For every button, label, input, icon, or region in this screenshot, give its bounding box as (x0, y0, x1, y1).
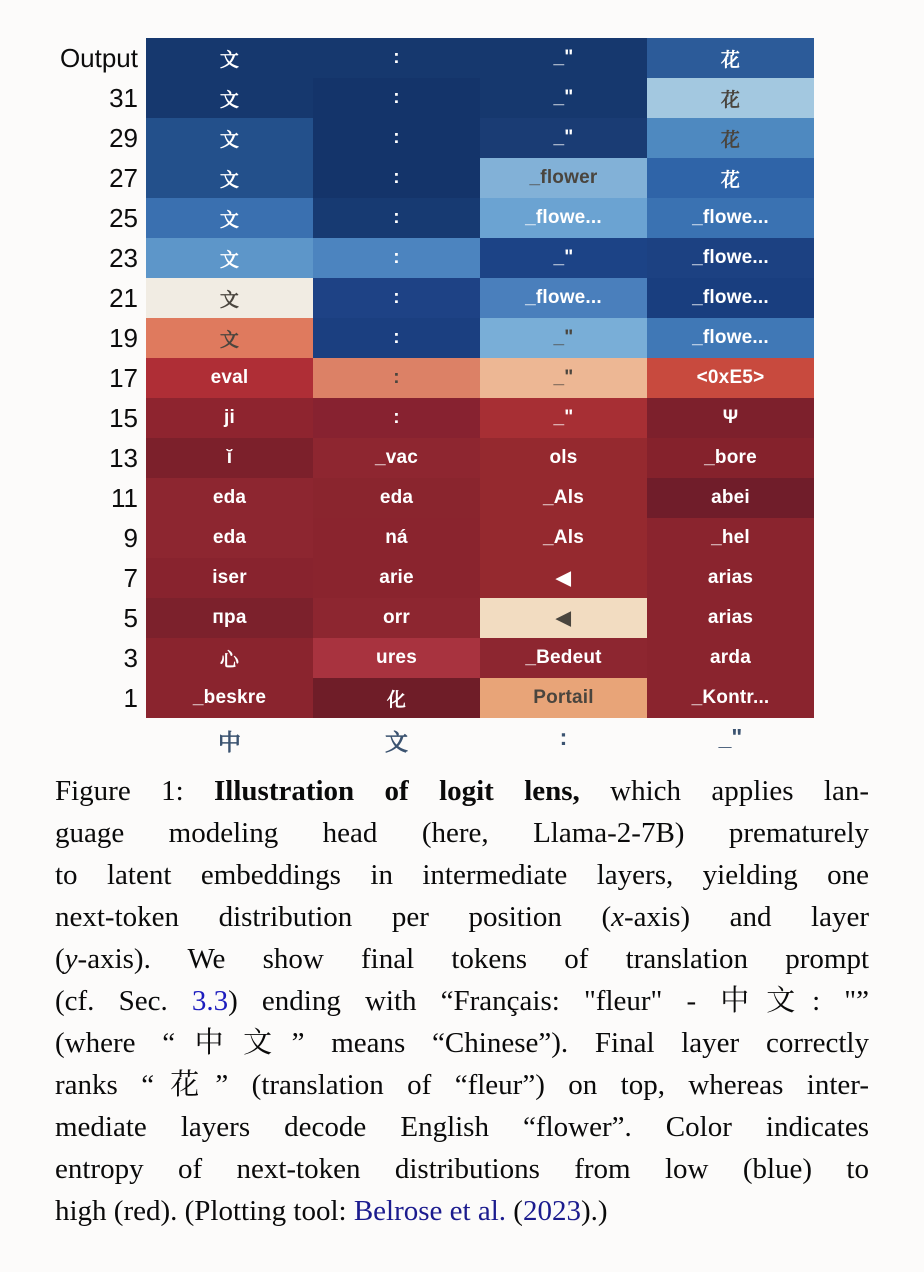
heatmap-cell: _Als (480, 518, 647, 558)
heatmap-row (0, 598, 814, 638)
heatmap-cell: пра (146, 598, 313, 638)
heatmap-cell: 花 (647, 38, 814, 78)
x-axis-label: _" (718, 724, 743, 750)
heatmap-cell: ols (480, 438, 647, 478)
heatmap-cell: 文 (146, 238, 313, 278)
heatmap-cell: 文 (146, 198, 313, 238)
y-axis-label: 31 (109, 82, 138, 113)
y-axis-label: 13 (109, 442, 138, 473)
caption-line (55, 980, 869, 1022)
heatmap-row (0, 518, 814, 558)
citation-link[interactable]: Belrose et al. (353, 1195, 507, 1227)
heatmap-cell: ◀ (480, 598, 647, 638)
heatmap-row (0, 478, 814, 518)
caption-line (55, 1106, 869, 1148)
heatmap-cell: _flower (480, 158, 647, 198)
caption-text: entropy of next-token distributions from low (blue) to (55, 1153, 869, 1185)
heatmap-cell: 文 (146, 78, 313, 118)
heatmap-cell: _flowe... (647, 278, 814, 318)
x-axis-labels (146, 719, 814, 757)
y-axis-label: 17 (109, 362, 138, 393)
y-axis-label: 19 (109, 322, 138, 353)
y-axis-label: 15 (109, 402, 138, 433)
heatmap-row (0, 38, 814, 78)
heatmap-cell: _flowe... (480, 198, 647, 238)
caption-text: y (64, 943, 78, 975)
heatmap-cell: : (313, 118, 480, 158)
heatmap-cell: _Bedeut (480, 638, 647, 678)
heatmap-cell: _" (480, 238, 647, 278)
caption-text: (where “中文” means “Chinese”). Final layer correctly (55, 1027, 869, 1059)
heatmap-cell: _flowe... (647, 238, 814, 278)
heatmap-cell: _Kontr... (647, 678, 814, 718)
heatmap-cell: 文 (146, 158, 313, 198)
caption-text: next-token distribution per position ( (55, 901, 612, 933)
figure-caption (55, 770, 869, 1232)
y-axis-label: 25 (109, 202, 138, 233)
logit-lens-heatmap (0, 38, 814, 718)
heatmap-cell: _flowe... (647, 318, 814, 358)
heatmap-cell: _flowe... (480, 278, 647, 318)
heatmap-cell: : (313, 358, 480, 398)
caption-line (55, 1190, 869, 1232)
heatmap-cell: : (313, 318, 480, 358)
heatmap-cell: <0xE5> (647, 358, 814, 398)
y-axis-label: Output (59, 42, 138, 73)
heatmap-cell: 花 (647, 118, 814, 158)
caption-text: to latent embeddings in intermediate layers, yielding one (55, 859, 869, 891)
caption-text: ).) (580, 1195, 608, 1227)
caption-line (55, 1148, 869, 1190)
caption-line (55, 770, 869, 812)
y-axis-label: 23 (109, 242, 138, 273)
heatmap-row (0, 678, 814, 718)
heatmap-row (0, 558, 814, 598)
heatmap-cell: 文 (146, 38, 313, 78)
caption-text: high (red). (Plotting tool: (55, 1195, 354, 1227)
caption-text: Illustration of logit lens, (214, 775, 580, 807)
heatmap-cell: arda (647, 638, 814, 678)
heatmap-cell: arias (647, 558, 814, 598)
heatmap-cell: : (313, 38, 480, 78)
heatmap-row (0, 238, 814, 278)
heatmap-cell: _hel (647, 518, 814, 558)
caption-text: (cf. Sec. (55, 985, 192, 1017)
caption-text: -axis) and layer (624, 901, 869, 933)
y-axis-label: 29 (109, 122, 138, 153)
caption-text: ( (55, 943, 65, 975)
heatmap-cell: 化 (313, 678, 480, 718)
heatmap-row (0, 358, 814, 398)
heatmap-cell: arie (313, 558, 480, 598)
heatmap-cell: eda (313, 478, 480, 518)
y-axis-label: 21 (109, 282, 138, 313)
heatmap-row (0, 158, 814, 198)
heatmap-cell: orr (313, 598, 480, 638)
y-axis-label: 9 (123, 522, 138, 553)
heatmap-cell: 文 (146, 318, 313, 358)
y-axis-label: 7 (123, 562, 138, 593)
caption-text: ranks “花” (translation of “fleur”) on top, whereas inter- (55, 1069, 869, 1101)
caption-text: ) ending with “Français: "fleur" - 中文: "” (228, 985, 869, 1017)
citation-link[interactable]: 2023 (522, 1195, 581, 1227)
caption-line (55, 896, 869, 938)
caption-text: mediate layers decode English “flower”. Color indicates (55, 1111, 869, 1143)
heatmap-cell: abei (647, 478, 814, 518)
heatmap-row (0, 638, 814, 678)
heatmap-cell: 心 (146, 638, 313, 678)
heatmap-cell: : (313, 238, 480, 278)
x-axis-label: 中 (218, 729, 241, 755)
caption-text: which applies lan- (579, 775, 869, 807)
y-axis-label: 11 (111, 482, 138, 513)
heatmap-row (0, 78, 814, 118)
heatmap-cell: _" (480, 398, 647, 438)
y-axis-label: 27 (109, 162, 138, 193)
heatmap-cell: ĭ (146, 438, 313, 478)
heatmap-cell: 文 (146, 278, 313, 318)
heatmap-cell: _" (480, 118, 647, 158)
heatmap-cell: : (313, 158, 480, 198)
heatmap-row (0, 118, 814, 158)
heatmap-cell: _" (480, 38, 647, 78)
heatmap-cell: _" (480, 358, 647, 398)
heatmap-cell: 花 (647, 78, 814, 118)
heatmap-cell: _vac (313, 438, 480, 478)
caption-text: ( (506, 1195, 523, 1227)
heatmap-cell: : (313, 398, 480, 438)
heatmap-cell: Ψ (647, 398, 814, 438)
heatmap-cell: _" (480, 78, 647, 118)
x-axis-label: : (559, 724, 568, 750)
heatmap-cell: _beskre (146, 678, 313, 718)
heatmap-row (0, 198, 814, 238)
heatmap-cell: : (313, 198, 480, 238)
heatmap-cell: ures (313, 638, 480, 678)
heatmap-cell: _" (480, 318, 647, 358)
caption-text: guage modeling head (here, Llama-2-7B) prematurely (55, 817, 869, 849)
heatmap-cell: 文 (146, 118, 313, 158)
heatmap-cell: ji (146, 398, 313, 438)
heatmap-cell: iser (146, 558, 313, 598)
y-axis-label: 3 (123, 642, 138, 673)
heatmap-cell: _bore (647, 438, 814, 478)
caption-text: Figure 1: (55, 775, 214, 807)
caption-line (55, 812, 869, 854)
heatmap-cell: ◀ (480, 558, 647, 598)
heatmap-cell: : (313, 78, 480, 118)
caption-text: -axis). We show final tokens of translation prompt (77, 943, 869, 975)
caption-line (55, 1022, 869, 1064)
x-axis-label: 文 (385, 729, 408, 755)
heatmap-row (0, 398, 814, 438)
heatmap-cell: arias (647, 598, 814, 638)
y-axis-label: 5 (123, 602, 138, 633)
caption-line (55, 1064, 869, 1106)
heatmap-cell: eda (146, 478, 313, 518)
heatmap-cell: Portail (480, 678, 647, 718)
heatmap-row (0, 278, 814, 318)
heatmap-cell: eval (146, 358, 313, 398)
heatmap-row (0, 318, 814, 358)
heatmap-row (0, 438, 814, 478)
section-link[interactable]: 3.3 (191, 985, 229, 1017)
caption-line (55, 938, 869, 980)
heatmap-cell: eda (146, 518, 313, 558)
caption-line (55, 854, 869, 896)
heatmap-cell: 花 (647, 158, 814, 198)
heatmap-cell: _flowe... (647, 198, 814, 238)
heatmap-cell: : (313, 278, 480, 318)
caption-text: x (611, 901, 625, 933)
y-axis-label: 1 (123, 682, 138, 713)
heatmap-cell: ná (313, 518, 480, 558)
heatmap-cell: _Als (480, 478, 647, 518)
